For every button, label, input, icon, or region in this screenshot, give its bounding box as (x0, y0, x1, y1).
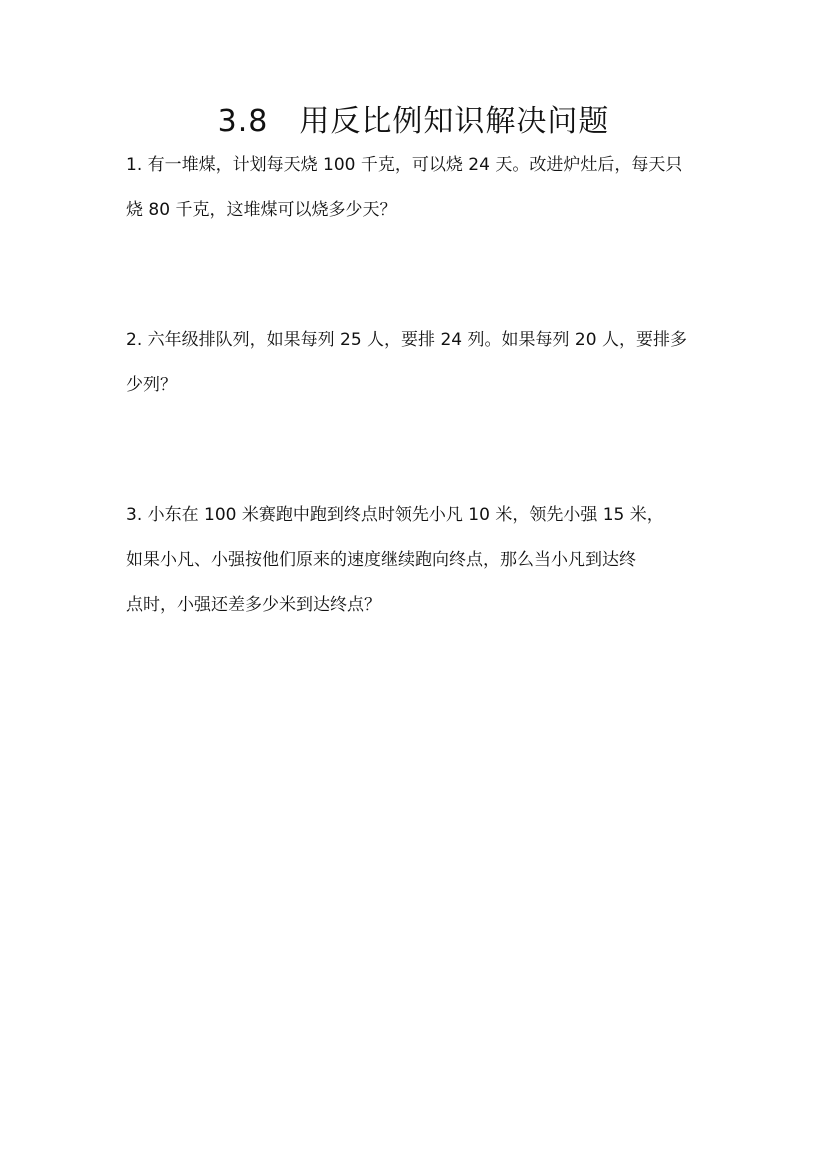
problem-3-line-1: 3. 小东在 100 米赛跑中跑到终点时领先小凡 10 米，领先小强 15 米， (126, 505, 664, 525)
problem-3 (126, 493, 716, 628)
problem-1-line-1: 1. 有一堆煤，计划每天烧 100 千克，可以烧 24 天。改进炉灶后，每天只 (126, 155, 683, 175)
problem-1-line-2: 烧 80 千克，这堆煤可以烧多少天？ (126, 200, 397, 220)
problem-2 (126, 318, 716, 408)
problem-2-line-1: 2. 六年级排队列，如果每列 25 人，要排 24 列。如果每列 20 人，要排多 (126, 330, 687, 350)
problem-3-line-3: 点时，小强还差多少米到达终点？ (126, 595, 381, 615)
page-title: 3.8 用反比例知识解决问题 (217, 104, 610, 139)
problem-3-line-2: 如果小凡、小强按他们原来的速度继续跑向终点，那么当小凡到达终 (126, 550, 636, 570)
problem-2-line-2: 少列？ (126, 375, 177, 395)
problem-1 (126, 143, 716, 233)
